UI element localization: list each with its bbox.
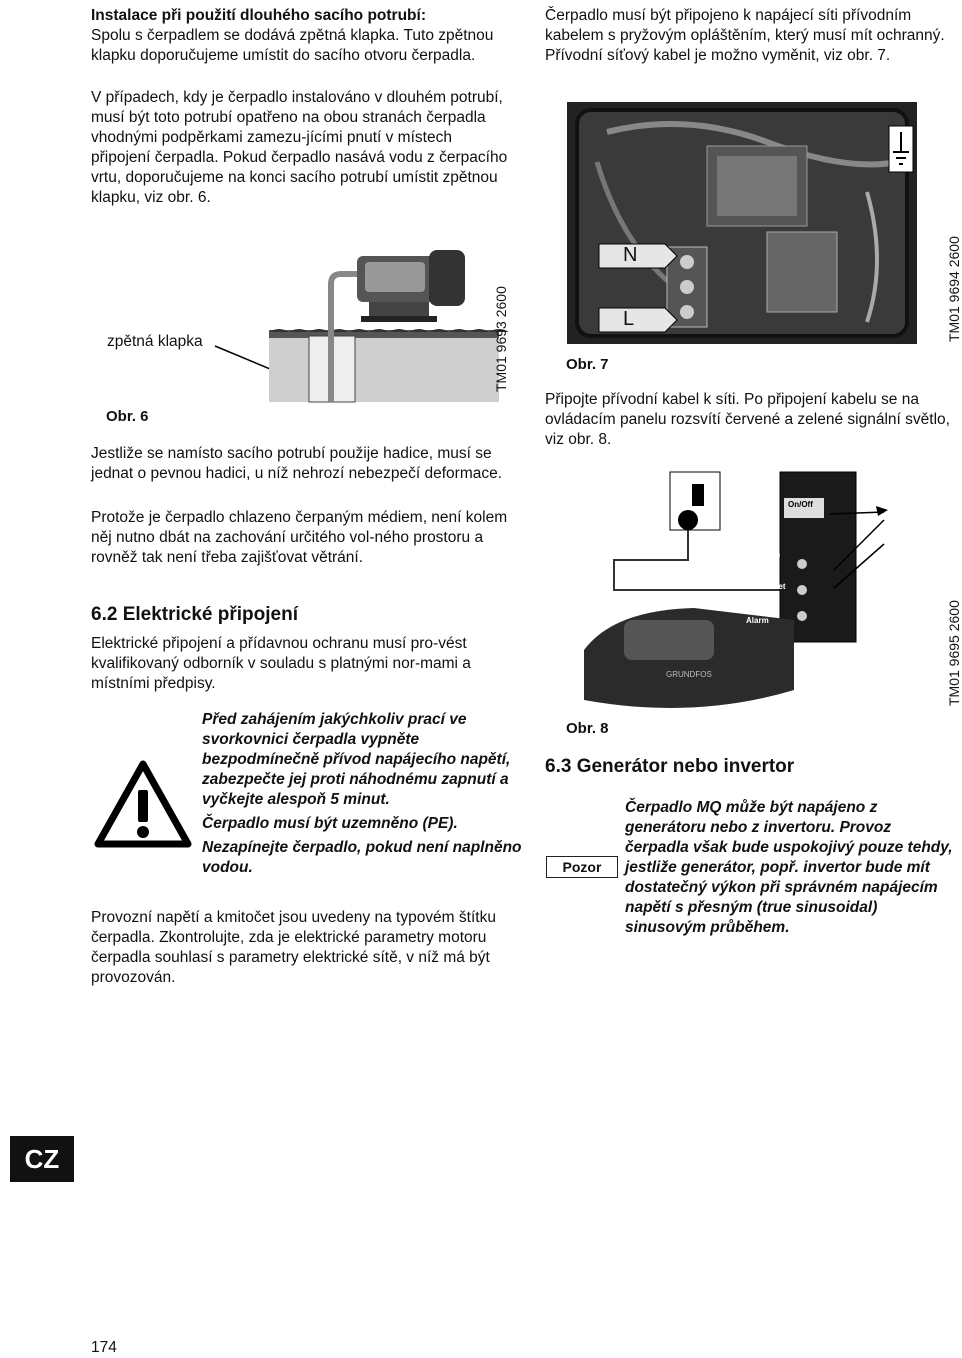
warning-text-1: Před zahájením jakýchkoliv prací ve svorkovnici čerpadla vypněte bezpodmínečně přívod napájecího napětí, zabezpečte jej proti náhodnému zapnutí a vyčkejte alespoň 5 minut. [202, 711, 511, 808]
onoff-label: On/Off [788, 500, 813, 509]
figure-8-control-panel [584, 470, 944, 716]
paragraph-cooling: Protože je čerpadlo chlazeno čerpaným médiem, není kolem něj nutno dbát na zachování určitého vol-ného prostoru a rovněž tak není třeba zajišťovat větrání. [91, 509, 508, 566]
pump-brand-label: GRUNDFOS [666, 670, 712, 679]
paragraph-support: V případech, kdy je čerpadlo instalováno v dlouhém potrubí, musí být toto potrubí opatřeno na obou stranách čerpadla vhodnými podpěrkami zamezu-jícími pnutí v místech připojení čerpadla. Pokud čerpadlo nasává vodu z čerpacího vrtu, doporučujeme na konci sacího potrubí umístit zpětnou klapku, viz obr. 6. [91, 89, 508, 206]
section-6-2-heading: 6.2 Elektrické připojení [91, 604, 298, 625]
paragraph-electrical: Elektrické připojení a přídavnou ochranu musí pro-vést kvalifikovaný odborník v souladu s platnými nor-mami a místními předpisy. [91, 635, 471, 692]
section-6-3-heading: 6.3 Generátor nebo invertor [545, 756, 795, 777]
intro-heading: Instalace při použití dlouhého sacího potrubí: [91, 7, 426, 24]
figure-6-code: TM01 9693 2600 [493, 286, 509, 392]
figure-7-terminal-box [567, 102, 917, 344]
auto-reset-label: Auto reset [746, 582, 786, 591]
paragraph-cable: Čerpadlo musí být připojeno k napájecí síti přívodním kabelem s pryžovým opláštěním, který musí mít ochranný. Přívodní síťový kabel je možno vyměnit, viz obr. 7. [545, 7, 945, 64]
warning-text-2: Čerpadlo musí být uzemněno (PE). [202, 815, 458, 832]
figure-7-caption: Obr. 7 [566, 356, 609, 373]
warning-block [202, 710, 522, 878]
terminal-label-n: N [623, 244, 638, 266]
paragraph-hose: Jestliže se namísto sacího potrubí použije hadice, musí se jednat o pevnou hadici, u níž nehrozí nebezpečí deformace. [91, 445, 503, 482]
paragraph-connect: Připojte přívodní kabel k síti. Po připojení kabelu se na ovládacím panelu rozsvítí červené a zelené signální světlo, viz obr. 8. [545, 391, 950, 448]
alarm-label: Alarm [746, 616, 769, 625]
warning-text-3: Nezapínejte čerpadlo, pokud není naplněno vodou. [202, 839, 522, 876]
control-panel-illustration [584, 470, 944, 716]
intro-text: Spolu s čerpadlem se dodává zpětná klapka. Tuto zpětnou klapku doporučujeme umístit do sacího otvoru čerpadla. [91, 27, 494, 64]
pozor-badge: Pozor [546, 856, 618, 878]
intro-block [91, 6, 511, 66]
terminal-label-l: L [623, 308, 635, 330]
pump-in-well-illustration [269, 244, 499, 402]
figure-6-caption: Obr. 6 [106, 408, 149, 425]
caution-text: Čerpadlo MQ může být napájeno z generátoru nebo z invertoru. Provoz čerpadla však bude uspokojivý pouze tehdy, jestliže generátor, popř. invertor bude mít dostatečný výkon při správném napájecím napětí s přesným (true sinusoidal) sinusovým průběhem. [625, 799, 953, 936]
figure-8-code: TM01 9695 2600 [946, 600, 962, 706]
figure-7-code: TM01 9694 2600 [946, 236, 962, 342]
figure-8-caption: Obr. 8 [566, 720, 609, 737]
pump-on-label: Pump on [746, 550, 781, 559]
check-valve-label: zpětná klapka [107, 333, 203, 350]
warning-triangle-icon [94, 760, 192, 848]
figure-6 [91, 244, 531, 434]
language-tab: CZ [10, 1136, 74, 1182]
ground-symbol-icon [889, 126, 913, 172]
terminal-box-illustration [567, 102, 917, 344]
page-number: 174 [91, 1339, 117, 1356]
paragraph-voltage: Provozní napětí a kmitočet jsou uvedeny na typovém štítku čerpadla. Zkontrolujte, zda je elektrické parametry motoru čerpadla souhlasí s parametry elektrické sítě, v níž má být provozován. [91, 909, 496, 986]
